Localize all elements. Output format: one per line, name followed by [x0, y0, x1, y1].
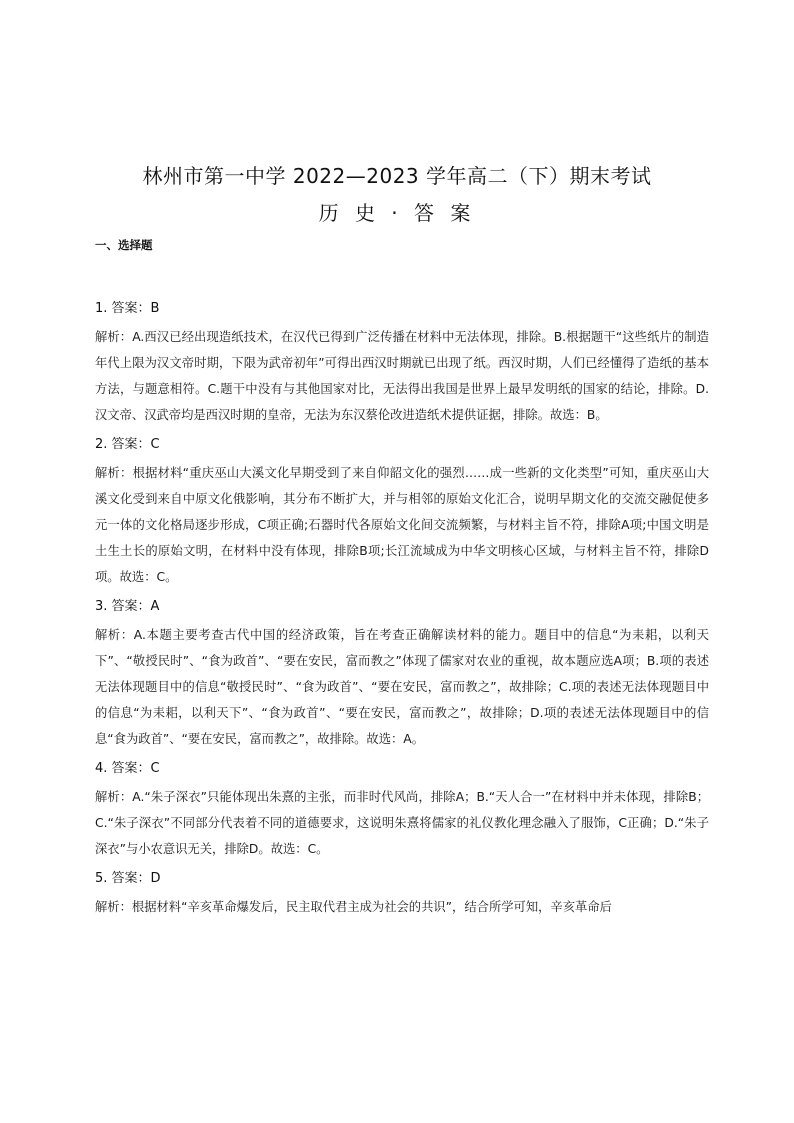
analysis-text: 解析：A.“朱子深衣”只能体现出朱熹的主张，而非时代风尚，排除A；B.“天人合一”在材料中并未体现，排除B；C.“朱子深衣”不同部分代表着不同的道德要求，这说明朱熹将儒家的礼仪教化理念融入了服饰，C正确；D.“朱子深衣”与小农意识无关，排除D。故选：C。	[95, 790, 709, 856]
analysis-text: 解析：A.西汉已经出现造纸技术，在汉代已得到广泛传播在材料中无法体现，排除。B.根据题干“这些纸片的制造年代上限为汉文帝时期，下限为武帝初年”可得出西汉时期就已出现了纸。西汉时期，人们已经懂得了造纸的基本方法，与题意相符。C.题干中没有与其他国家对比，无法得出我国是世界上最早发明纸的国家的结论，排除。D.汉文帝、汉武帝均是西汉时期的皇帝，无法为东汉蔡伦改进造纸术提供证据，排除。故选：B。	[95, 330, 709, 422]
analysis-text: 解析：根据材料“辛亥革命爆发后，民主取代君主成为社会的共识”，结合所学可知，辛亥革命后	[95, 900, 612, 914]
answer-line: 4. 答案：C	[95, 761, 160, 776]
answer-list	[95, 296, 709, 924]
section-heading: 一、选择题	[95, 238, 153, 252]
document-title: 林州市第一中学 2022—2023 学年高二（下）期末考试	[142, 164, 652, 188]
question-item	[95, 756, 709, 862]
answer-line: 5. 答案：D	[95, 871, 161, 886]
analysis-text: 解析：根据材料“重庆巫山大溪文化早期受到了来自仰韶文化的强烈……成一些新的文化类型”可知，重庆巫山大溪文化受到来自中原文化俄影响，其分布不断扩大，并与相邻的原始文化汇合，说明早期文化的交流交融促使多元一体的文化格局逐步形成，C项正确;石器时代各原始文化间交流频繁，与材料主旨不符，排除A项;中国文明是土生土长的原始文明，在材料中没有体现，排除B项;长江流域成为中华文明核心区域，与材料主旨不符，排除D项。故选：C。	[95, 466, 709, 584]
answer-line: 1. 答案：B	[95, 301, 160, 316]
document-subtitle: 历 史 · 答 案	[318, 201, 476, 225]
question-item	[95, 296, 709, 428]
question-item	[95, 432, 709, 590]
question-item	[95, 594, 709, 752]
answer-line: 3. 答案：A	[95, 599, 160, 614]
analysis-text: 解析：A.本题主要考查古代中国的经济政策，旨在考查正确解读材料的能力。题目中的信息“为耒耜，以利天下”、“敬授民时”、“食为政首”、“要在安民，富而教之”体现了儒家对农业的重视，故本题应选A项；B.项的表述无法体现题目中的信息“敬授民时”、“食为政首”、“要在安民，富而教之”，故排除；C.项的表述无法体现题目中的信息“为耒耜，以利天下”、“食为政首”、“要在安民，富而教之”，故排除；D.项的表述无法体现题目中的信息“食为政首”、“要在安民，富而教之”，故排除。故选：A。	[95, 628, 709, 746]
question-item	[95, 866, 709, 920]
answer-line: 2. 答案：C	[95, 437, 160, 452]
